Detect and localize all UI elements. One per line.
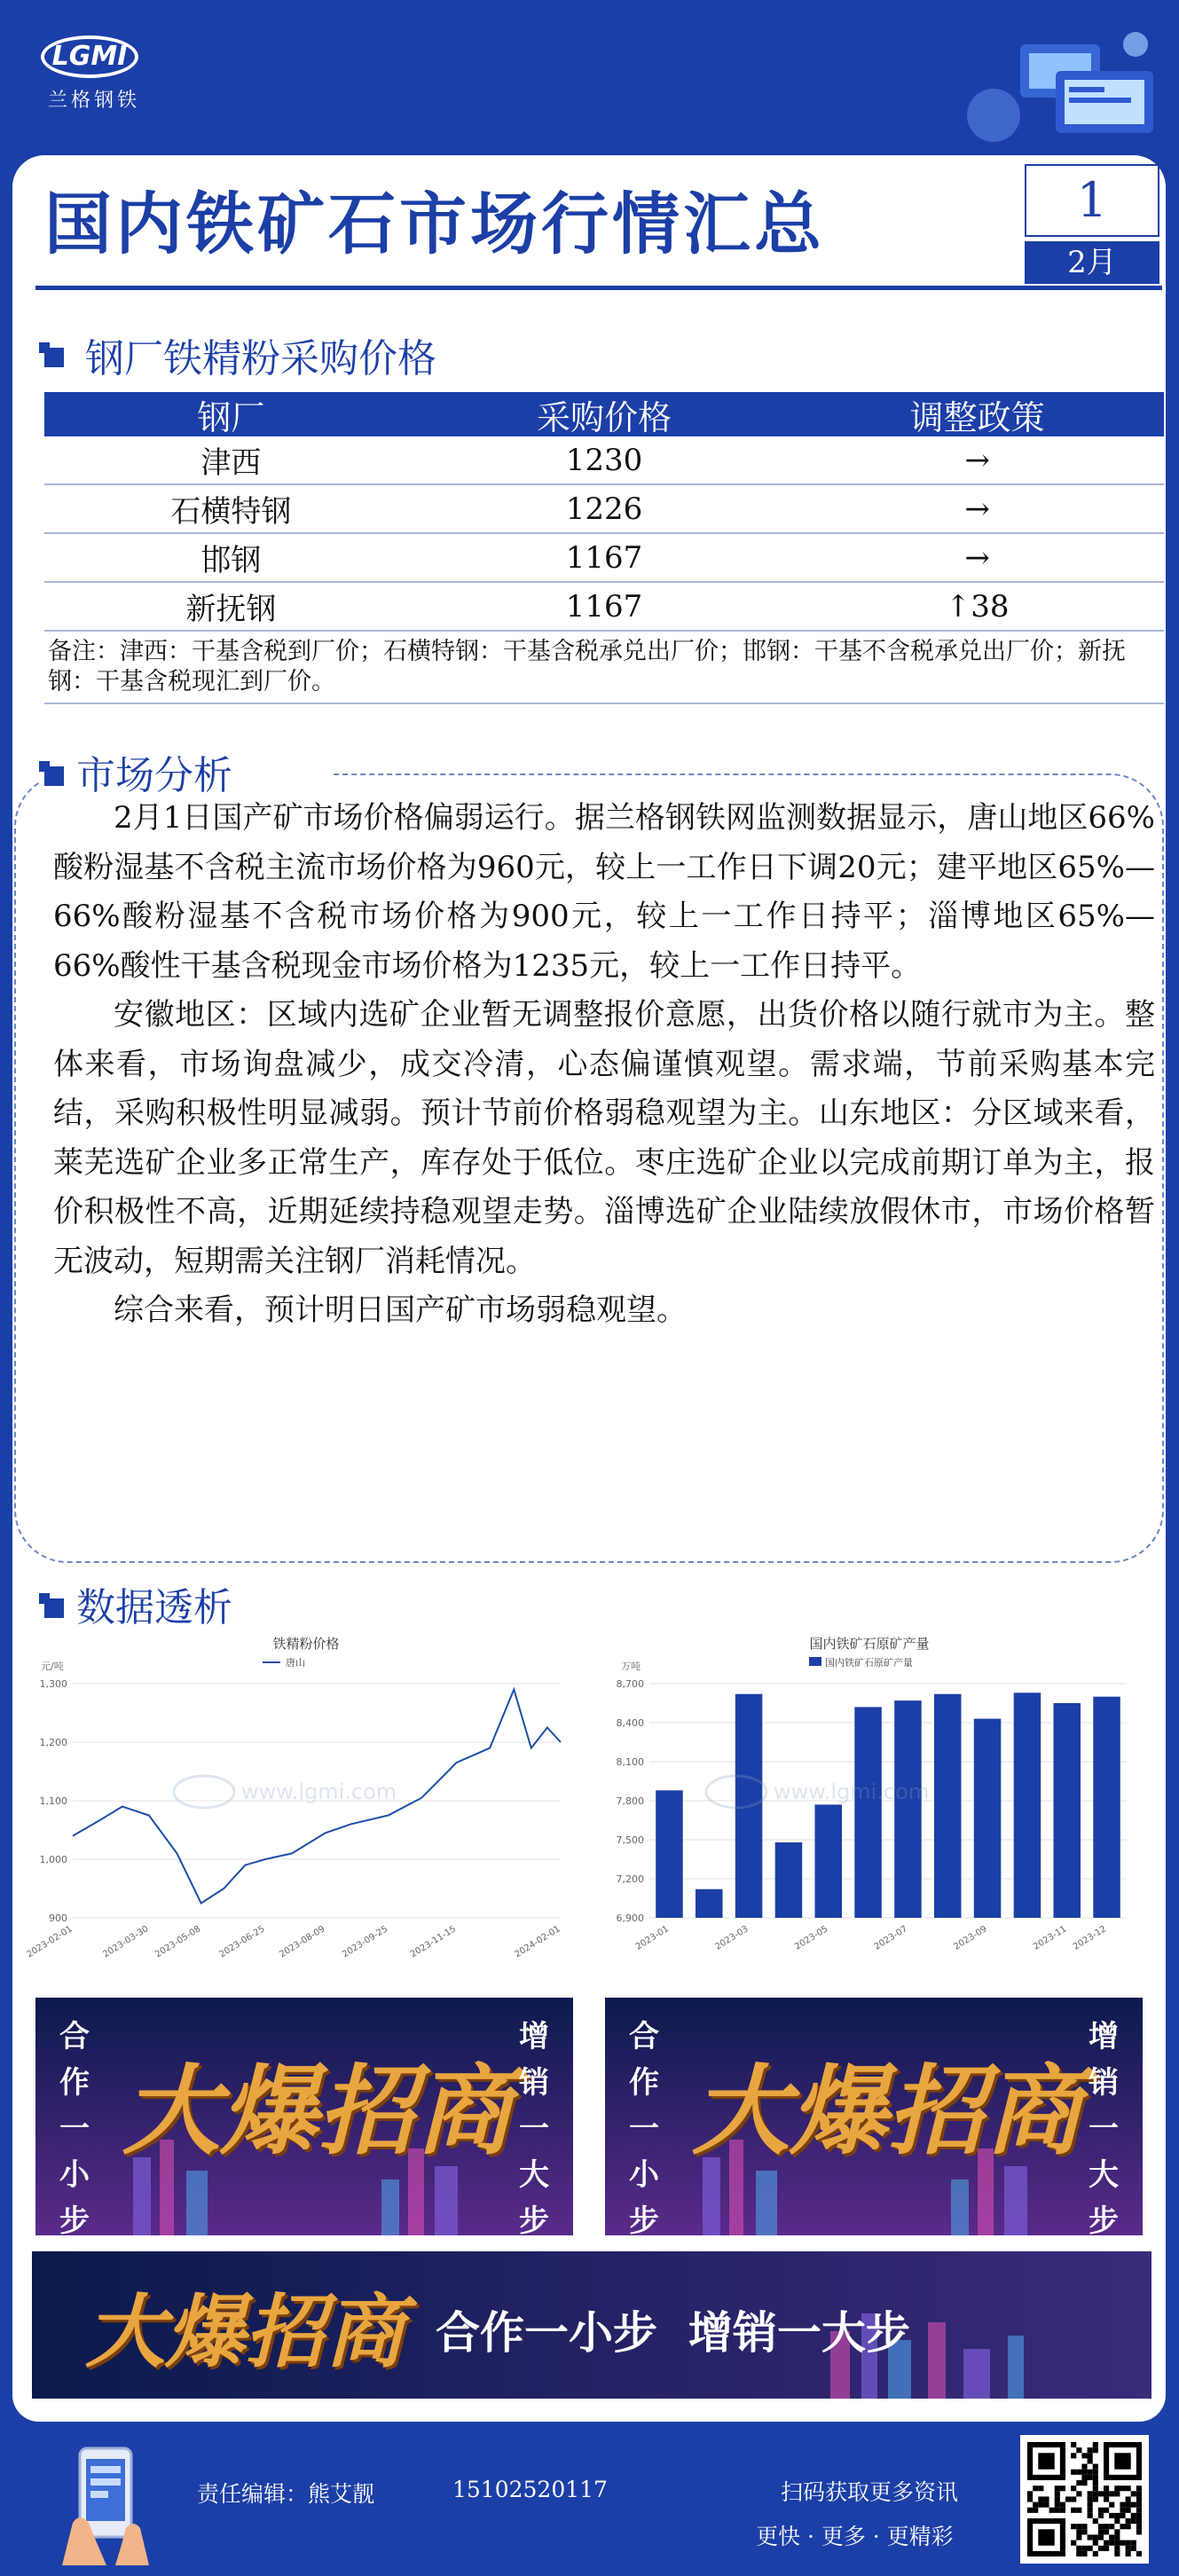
x-tick-label: 2023-02-01 [25, 1924, 75, 1960]
chart-title: 铁精粉价格 [272, 1636, 340, 1652]
qr-module [1126, 2486, 1131, 2491]
qr-module [1038, 2502, 1043, 2508]
chart-watermark [174, 1776, 397, 1808]
page-title: 国内铁矿石市场行情汇总 [44, 185, 825, 263]
qr-module [1081, 2475, 1087, 2480]
bar-2023-02 [696, 1889, 723, 1918]
qr-module [1071, 2496, 1076, 2501]
qr-module [1088, 2508, 1093, 2513]
qr-module [1088, 2491, 1093, 2496]
qr-module [1126, 2541, 1131, 2546]
qr-module [1076, 2480, 1081, 2486]
qr-module [1098, 2491, 1104, 2496]
x-tick-label: 2023-11 [1032, 1924, 1069, 1952]
qr-module [1114, 2513, 1120, 2518]
watermark-text: www.lgmi.com [241, 1779, 397, 1804]
qr-module [1136, 2524, 1142, 2529]
qr-module [1093, 2486, 1098, 2491]
qr-module [1049, 2508, 1055, 2513]
qr-module [1131, 2541, 1136, 2546]
table-note: 备注：津西：干基含税到厂价；石横特钢：干基含税承兑出厂价；邯钢：干基不含税承兑出厂价；新抚钢：干基含税现汇到厂价。 [44, 637, 1164, 704]
legend-label: 唐山 [286, 1657, 305, 1669]
qr-module [1104, 2541, 1109, 2546]
qr-module [1055, 2502, 1060, 2508]
analysis-text [53, 794, 1155, 1336]
qr-module [1114, 2491, 1120, 2496]
logo-mark: LGMI [41, 35, 138, 78]
y-tick-label: 1,200 [39, 1737, 67, 1748]
ad-banner-left[interactable] [35, 1998, 573, 2239]
qr-module [1136, 2529, 1142, 2534]
qr-module [1131, 2502, 1136, 2508]
qr-module [1093, 2480, 1098, 2486]
banner-left-text: 合 作 一 小 步 [59, 2019, 90, 2239]
qr-module [1071, 2453, 1076, 2458]
qr-module [1055, 2486, 1060, 2491]
cell-price: 1167 [565, 539, 643, 576]
qr-module [1109, 2534, 1114, 2540]
qr-module [1093, 2491, 1098, 2496]
watermark-logo-icon [174, 1776, 234, 1808]
qr-module [1088, 2453, 1093, 2458]
qr-module [1109, 2541, 1114, 2546]
bar-2023-08 [934, 1694, 962, 1918]
y-tick-label: 1,000 [39, 1854, 67, 1865]
qr-module [1109, 2491, 1114, 2496]
qr-module [1071, 2486, 1076, 2491]
tech-illustration [958, 18, 1171, 160]
qr-module [1081, 2529, 1087, 2534]
x-tick-label: 2023-05 [793, 1924, 830, 1952]
y-tick-label: 7,500 [616, 1834, 644, 1846]
section-marker-icon [39, 761, 64, 786]
qr-module [1120, 2486, 1125, 2491]
column-header-mill: 钢厂 [197, 397, 265, 437]
x-tick-label: 2023-07 [872, 1924, 910, 1952]
x-tick-label: 2023-06-25 [217, 1924, 267, 1960]
qr-module [1076, 2491, 1081, 2496]
cell-mill: 新抚钢 [185, 592, 277, 627]
qr-module [1076, 2534, 1081, 2540]
qr-module [1126, 2524, 1131, 2529]
bar-2023-07 [894, 1700, 921, 1918]
y-tick-label: 7,200 [616, 1873, 644, 1885]
analysis-paragraph: 综合来看，预计明日国产矿市场弱稳观望。 [114, 1292, 687, 1328]
qr-module [1136, 2496, 1142, 2501]
qr-module [1114, 2529, 1120, 2534]
qr-module [1081, 2524, 1087, 2529]
qr-module [1136, 2513, 1142, 2518]
cell-mill: 邯钢 [200, 543, 262, 578]
x-tick-label: 2023-09-25 [341, 1924, 390, 1960]
section-marker-icon [39, 342, 64, 367]
qr-module [1126, 2546, 1131, 2551]
qr-module [1088, 2475, 1093, 2480]
qr-module [1027, 2496, 1033, 2501]
qr-module [1131, 2518, 1136, 2524]
qr-module [1081, 2464, 1087, 2470]
qr-module [1065, 2496, 1071, 2501]
cell-price: 1167 [565, 588, 643, 624]
cell-policy: → [964, 491, 990, 527]
qr-module [1136, 2486, 1142, 2491]
table-row [44, 436, 1164, 485]
qr-code[interactable] [1020, 2435, 1149, 2564]
qr-module [1109, 2502, 1114, 2508]
qr-module [1104, 2529, 1109, 2534]
qr-module [1060, 2508, 1065, 2513]
qr-module [1055, 2508, 1060, 2513]
cell-policy: → [964, 539, 990, 576]
qr-module [1088, 2534, 1093, 2540]
banner-left-text: 合 作 一 小 步 [629, 2019, 659, 2239]
qr-module [1098, 2546, 1104, 2551]
y-axis-unit: 万吨 [621, 1661, 641, 1672]
analysis-paragraph: 2月1日国产矿市场价格偏弱运行。据兰格钢铁网监测数据显示，唐山地区66%酸粉湿基不含税主流市场价格为960元，较上一工作日下调20元；建平地区65%—66%酸粉湿基不含税市场价格为900元，较上一工作日持平；淄博地区65%—66%酸性干基含税现金市场价格为1235元，较上一工作日持平。 [53, 800, 1155, 984]
analysis-paragraph: 安徽地区：区域内选矿企业暂无调整报价意愿，出货价格以随行就市为主。整体来看，市场询盘减少，成交冷清，心态偏谨慎观望。需求端，节前采购基本完结，采购积极性明显减弱。预计节前价格弱稳观望为主。山东地区：分区域来看，莱芜选矿企业多正常生产，库存处于低位。枣庄选矿企业以完成前期订单为主，报价积极性不高，近期延续持稳观望走势。淄博选矿企业陆续放假休市，市场价格暂无波动，短期需关注钢厂消耗情况。 [53, 997, 1155, 1279]
qr-module [1088, 2546, 1093, 2551]
issue-number: 1 [1025, 164, 1159, 237]
bar-2023-04 [775, 1842, 803, 1918]
qr-module [1114, 2534, 1120, 2540]
qr-module [1136, 2502, 1142, 2508]
qr-module [1060, 2486, 1065, 2491]
qr-code-icon [1027, 2442, 1142, 2556]
section-title-analysis: 市场分析 [76, 753, 232, 798]
x-tick-label: 2023-01 [633, 1924, 672, 1952]
qr-module [1038, 2496, 1043, 2501]
qr-module [1120, 2513, 1125, 2518]
qr-module [1098, 2529, 1104, 2534]
qr-module [1076, 2529, 1081, 2534]
qr-module [1071, 2508, 1076, 2513]
ad-banner-right[interactable] [605, 1998, 1143, 2239]
qr-module [1033, 2486, 1038, 2491]
qr-module [1131, 2513, 1136, 2518]
y-tick-label: 1,300 [39, 1678, 67, 1690]
watermark-text: www.lgmi.com [774, 1779, 930, 1804]
qr-module [1104, 2508, 1109, 2513]
legend-label: 国内铁矿石原矿产量 [825, 1657, 913, 1669]
qr-module [1093, 2442, 1098, 2447]
bar-2023-10 [1014, 1692, 1041, 1918]
qr-module [1120, 2524, 1125, 2529]
qr-module [1093, 2447, 1098, 2453]
qr-module [1093, 2464, 1098, 2470]
qr-module [1098, 2524, 1104, 2529]
bar-2023-05 [815, 1804, 843, 1918]
section-title-prices: 钢厂铁精粉采购价格 [85, 336, 436, 381]
x-tick-label: 2023-09 [952, 1924, 989, 1952]
x-tick-label: 2024-02-01 [513, 1924, 562, 1960]
y-tick-label: 8,100 [616, 1756, 644, 1768]
y-tick-label: 1,100 [39, 1795, 67, 1807]
bar-chart-svg [603, 1632, 1136, 1952]
qr-module [1071, 2541, 1076, 2546]
qr-module [1093, 2496, 1098, 2501]
qr-module [1136, 2551, 1142, 2556]
title-divider [35, 286, 1162, 290]
qr-module [1055, 2496, 1060, 2501]
bar-2023-06 [854, 1707, 882, 1918]
qr-module [1136, 2491, 1142, 2496]
column-header-price: 采购价格 [536, 397, 672, 437]
x-tick-label: 2023-05-08 [153, 1924, 203, 1960]
y-tick-label: 6,900 [616, 1912, 644, 1924]
qr-module [1114, 2551, 1120, 2556]
qr-module [1088, 2496, 1093, 2501]
qr-module [1093, 2541, 1098, 2546]
qr-module [1114, 2546, 1120, 2551]
cell-price: 1230 [565, 442, 643, 478]
qr-module [1093, 2518, 1098, 2524]
qr-module [1104, 2546, 1109, 2551]
qr-module [1126, 2508, 1131, 2513]
qr-finder-core [1038, 2453, 1054, 2469]
qr-module [1120, 2541, 1125, 2546]
qr-module [1131, 2546, 1136, 2551]
column-header-policy: 调整政策 [909, 397, 1045, 437]
footer-phone[interactable]: 15102520117 [452, 2477, 608, 2502]
issue-date: 2月 [1025, 241, 1159, 284]
bar-2023-09 [974, 1719, 1002, 1918]
qr-module [1043, 2502, 1049, 2508]
qr-module [1081, 2470, 1087, 2475]
qr-module [1109, 2524, 1114, 2529]
table-row [44, 534, 1164, 583]
qr-module [1088, 2447, 1093, 2453]
banner-headline: 大爆招商 [692, 2054, 1082, 2168]
table-header [44, 392, 1164, 436]
qr-module [1098, 2513, 1104, 2518]
cell-policy: → [964, 442, 990, 478]
qr-module [1136, 2518, 1142, 2524]
qr-module [1126, 2518, 1131, 2524]
bar-chart [603, 1632, 1136, 1952]
bar-2023-11 [1054, 1703, 1081, 1918]
cell-policy: ↑38 [945, 588, 1010, 624]
legend-swatch [809, 1657, 821, 1666]
qr-module [1093, 2475, 1098, 2480]
banner-headline: 大爆招商 [122, 2054, 513, 2168]
qr-module [1071, 2470, 1076, 2475]
qr-module [1131, 2491, 1136, 2496]
wide-banner-slogan: 合作一小步 增销一大步 [436, 2307, 910, 2359]
qr-module [1126, 2502, 1131, 2508]
qr-module [1076, 2524, 1081, 2529]
qr-module [1120, 2508, 1125, 2513]
qr-module [1081, 2551, 1087, 2556]
qr-module [1027, 2491, 1033, 2496]
qr-module [1076, 2508, 1081, 2513]
qr-finder-core [1114, 2453, 1130, 2469]
qr-module [1088, 2513, 1093, 2518]
y-tick-label: 900 [49, 1912, 67, 1924]
qr-module [1088, 2502, 1093, 2508]
qr-finder-core [1038, 2529, 1054, 2545]
qr-module [1093, 2470, 1098, 2475]
chart-title: 国内铁矿石原矿产量 [809, 1636, 930, 1652]
banner-right-text: 增 销 一 大 步 [1089, 2019, 1119, 2239]
qr-module [1114, 2486, 1120, 2491]
qr-module [1081, 2546, 1087, 2551]
qr-module [1081, 2480, 1087, 2486]
qr-module [1076, 2546, 1081, 2551]
qr-module [1109, 2513, 1114, 2518]
lgmi-logo [41, 35, 147, 115]
y-axis-unit: 元/吨 [41, 1661, 64, 1672]
qr-module [1093, 2551, 1098, 2556]
qr-module [1093, 2534, 1098, 2540]
y-tick-label: 7,800 [616, 1795, 644, 1807]
footer-slogan: 更快 · 更多 · 更精彩 [756, 2524, 954, 2549]
qr-module [1088, 2458, 1093, 2463]
cell-mill: 石横特钢 [170, 494, 292, 530]
qr-module [1098, 2534, 1104, 2540]
qr-module [1098, 2508, 1104, 2513]
line-chart-svg [25, 1632, 577, 1960]
x-tick-label: 2023-03-30 [101, 1924, 151, 1960]
bar-2023-01 [656, 1790, 683, 1918]
cell-price: 1226 [565, 491, 643, 527]
x-tick-label: 2023-11-15 [408, 1924, 459, 1960]
logo-subtitle: 兰格钢铁 [47, 90, 140, 112]
qr-module [1126, 2551, 1131, 2556]
qr-module [1071, 2524, 1076, 2529]
table-row [44, 485, 1164, 534]
qr-module [1055, 2491, 1060, 2496]
y-tick-label: 8,400 [616, 1717, 644, 1729]
qr-module [1060, 2502, 1065, 2508]
qr-module [1104, 2486, 1109, 2491]
qr-module [1081, 2453, 1087, 2458]
qr-module [1076, 2470, 1081, 2475]
footer-scan-text: 扫码获取更多资讯 [781, 2479, 959, 2505]
qr-module [1120, 2502, 1125, 2508]
ad-banner-wide[interactable] [32, 2251, 1151, 2399]
x-tick-label: 2023-12 [1071, 1924, 1109, 1952]
y-tick-label: 8,700 [616, 1678, 644, 1690]
qr-module [1104, 2491, 1109, 2496]
wide-banner-headline: 大爆招商 [85, 2285, 405, 2379]
qr-module [1043, 2496, 1049, 2501]
qr-module [1038, 2486, 1043, 2491]
qr-module [1076, 2551, 1081, 2556]
section-title-data: 数据透析 [76, 1585, 232, 1630]
qr-module [1071, 2442, 1076, 2447]
price-table [44, 392, 1164, 632]
phone-hand-icon [53, 2441, 160, 2565]
table-row [44, 583, 1164, 632]
qr-module [1027, 2508, 1033, 2513]
qr-module [1114, 2541, 1120, 2546]
qr-module [1126, 2496, 1131, 2501]
qr-module [1104, 2496, 1109, 2501]
qr-module [1033, 2502, 1038, 2508]
line-chart [25, 1632, 577, 1960]
bar-2023-12 [1093, 1697, 1120, 1918]
banner-right-text: 增 销 一 大 步 [519, 2019, 549, 2239]
x-tick-label: 2023-08-09 [278, 1924, 327, 1960]
qr-module [1136, 2508, 1142, 2513]
section-marker-icon [39, 1593, 64, 1618]
cell-mill: 津西 [200, 445, 262, 481]
qr-module [1076, 2447, 1081, 2453]
footer-editor: 责任编辑：熊艾靓 [197, 2481, 375, 2507]
qr-module [1033, 2508, 1038, 2513]
qr-module [1088, 2470, 1093, 2475]
qr-module [1104, 2524, 1109, 2529]
qr-module [1114, 2518, 1120, 2524]
x-tick-label: 2023-03 [713, 1924, 751, 1952]
